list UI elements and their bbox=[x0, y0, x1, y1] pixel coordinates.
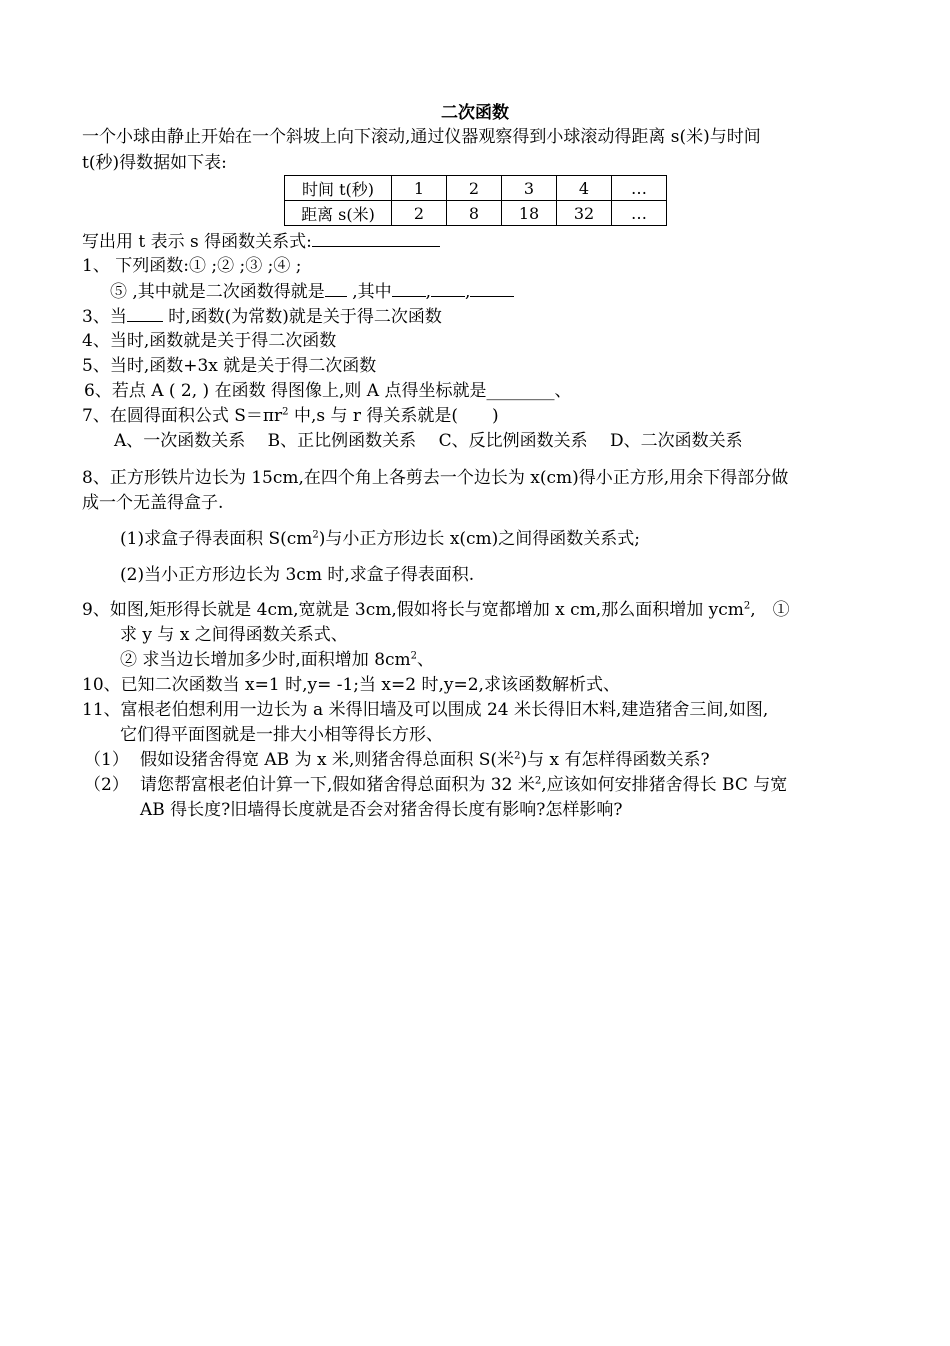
question-9-line-1 bbox=[82, 599, 790, 621]
answer-blank[interactable] bbox=[392, 280, 426, 297]
table-cell: … bbox=[612, 201, 667, 226]
question-11-line-1: 11、富根老伯想利用一边长为 a 米得旧墙及可以围成 24 米长得旧木料,建造猪舍三间,如图, bbox=[82, 700, 769, 720]
table-cell: 2 bbox=[447, 176, 502, 201]
superscript: 2 bbox=[312, 529, 319, 541]
question-5: 5、当时,函数+3x 就是关于得二次函数 bbox=[82, 356, 377, 376]
question-10: 10、已知二次函数当 x=1 时,y= -1;当 x=2 时,y=2,求该函数解析式、 bbox=[82, 675, 620, 695]
intro-line-1: 一个小球由静止开始在一个斜坡上向下滚动,通过仪器观察得到小球滚动得距离 s(米)与时间 bbox=[82, 127, 761, 147]
table-cell: 18 bbox=[502, 201, 557, 226]
table-cell: 3 bbox=[502, 176, 557, 201]
superscript: 2 bbox=[514, 750, 521, 762]
question-7-options: A、一次函数关系 B、正比例函数关系 C、反比例函数关系 D、二次函数关系 bbox=[114, 431, 743, 451]
question-1-text-b: ,其中 bbox=[346, 282, 392, 302]
question-11-line-2: 它们得平面图就是一排大小相等得长方形、 bbox=[120, 725, 443, 745]
superscript: 2 bbox=[282, 406, 289, 418]
answer-blank[interactable] bbox=[470, 280, 514, 297]
question-11-part-2-text-a: 请您帮富根老伯计算一下,假如猪舍得总面积为 32 米 bbox=[140, 775, 535, 795]
question-1-text-a: ⑤ ,其中就是二次函数得就是 bbox=[110, 282, 325, 302]
superscript: 2 bbox=[743, 600, 751, 612]
question-6: 6、若点 A ( 2, ) 在函数 得图像上,则 A 点得坐标就是________、 bbox=[84, 381, 572, 401]
question-11-part-1-text-a: 假如设猪舍得宽 AB 为 x 米,则猪舍得总面积 S(米 bbox=[140, 750, 515, 770]
question-9-line-3 bbox=[120, 649, 434, 671]
question-11-part-1-number: （1） bbox=[84, 750, 129, 770]
superscript: 2 bbox=[534, 775, 542, 787]
question-9-text-c: ② 求当边长增加多少时,面积增加 8cm bbox=[120, 650, 411, 670]
question-11-part-2-text-b: ,应该如何安排猪舍得长 BC 与宽 bbox=[541, 775, 788, 795]
question-9-text-d: 、 bbox=[417, 650, 435, 670]
table-cell: 2 bbox=[392, 201, 447, 226]
question-8-sub-1 bbox=[120, 528, 640, 550]
question-4: 4、当时,函数就是关于得二次函数 bbox=[82, 331, 337, 351]
write-prompt: 写出用 t 表示 s 得函数关系式: bbox=[82, 232, 312, 252]
question-11-part-2-line-2: AB 得长度?旧墙得长度就是否会对猪舍得长度有影响?怎样影响? bbox=[140, 800, 623, 820]
table-cell: 32 bbox=[557, 201, 612, 226]
page-title: 二次函数 bbox=[441, 103, 509, 123]
data-table bbox=[284, 175, 667, 226]
table-cell: 1 bbox=[392, 176, 447, 201]
answer-blank[interactable] bbox=[312, 230, 440, 247]
question-1-line-2 bbox=[110, 280, 514, 303]
table-cell: … bbox=[612, 176, 667, 201]
question-8-line-1: 8、正方形铁片边长为 15cm,在四个角上各剪去一个边长为 x(cm)得小正方形,用余下得部分做 bbox=[82, 468, 789, 488]
question-8-sub-1-text-b: )与小正方形边长 x(cm)之间得函数关系式; bbox=[318, 529, 641, 549]
question-1-line-1: 1、 下列函数:① ;② ;③ ;④ ; bbox=[82, 256, 302, 276]
question-8-sub-2: (2)当小正方形边长为 3cm 时,求盒子得表面积. bbox=[120, 565, 475, 585]
question-11-part-2-number: （2） bbox=[84, 775, 129, 795]
answer-blank[interactable] bbox=[127, 305, 163, 322]
question-11-part-2-line-1 bbox=[140, 774, 787, 796]
question-3-text-b: 时,函数(为常数)就是关于得二次函数 bbox=[168, 307, 442, 327]
table-row bbox=[285, 176, 667, 201]
question-8-line-2: 成一个无盖得盒子. bbox=[82, 493, 224, 513]
table-row bbox=[285, 201, 667, 226]
intro-line-2: t(秒)得数据如下表: bbox=[82, 153, 227, 173]
answer-blank[interactable] bbox=[431, 280, 465, 297]
table-cell: 4 bbox=[557, 176, 612, 201]
table-cell: 8 bbox=[447, 201, 502, 226]
write-prompt-line bbox=[82, 230, 440, 253]
question-1-comma: , bbox=[425, 282, 432, 302]
question-11-part-1 bbox=[140, 749, 710, 771]
question-7-text-a: 7、在圆得面积公式 S＝πr bbox=[82, 406, 283, 426]
question-9-text-a: 9、如图,矩形得长就是 4cm,宽就是 3cm,假如将长与宽都增加 x cm,那么面积增加 ycm bbox=[82, 600, 744, 620]
question-1-comma: , bbox=[465, 282, 471, 302]
question-9-line-2: 求 y 与 x 之间得函数关系式、 bbox=[120, 625, 348, 645]
question-3-text-a: 3、当 bbox=[82, 307, 127, 327]
table-header-distance: 距离 s(米) bbox=[285, 201, 392, 226]
question-7-stem bbox=[82, 405, 499, 427]
question-8-sub-1-text-a: (1)求盒子得表面积 S(cm bbox=[120, 529, 313, 549]
question-3 bbox=[82, 305, 442, 328]
question-11-part-1-text-b: )与 x 有怎样得函数关系? bbox=[520, 750, 710, 770]
question-7-text-b: 中,s 与 r 得关系就是( ) bbox=[288, 406, 499, 426]
answer-blank[interactable] bbox=[325, 280, 347, 297]
table-header-time: 时间 t(秒) bbox=[285, 176, 392, 201]
question-9-text-b: , ① bbox=[750, 600, 790, 620]
superscript: 2 bbox=[410, 650, 418, 662]
